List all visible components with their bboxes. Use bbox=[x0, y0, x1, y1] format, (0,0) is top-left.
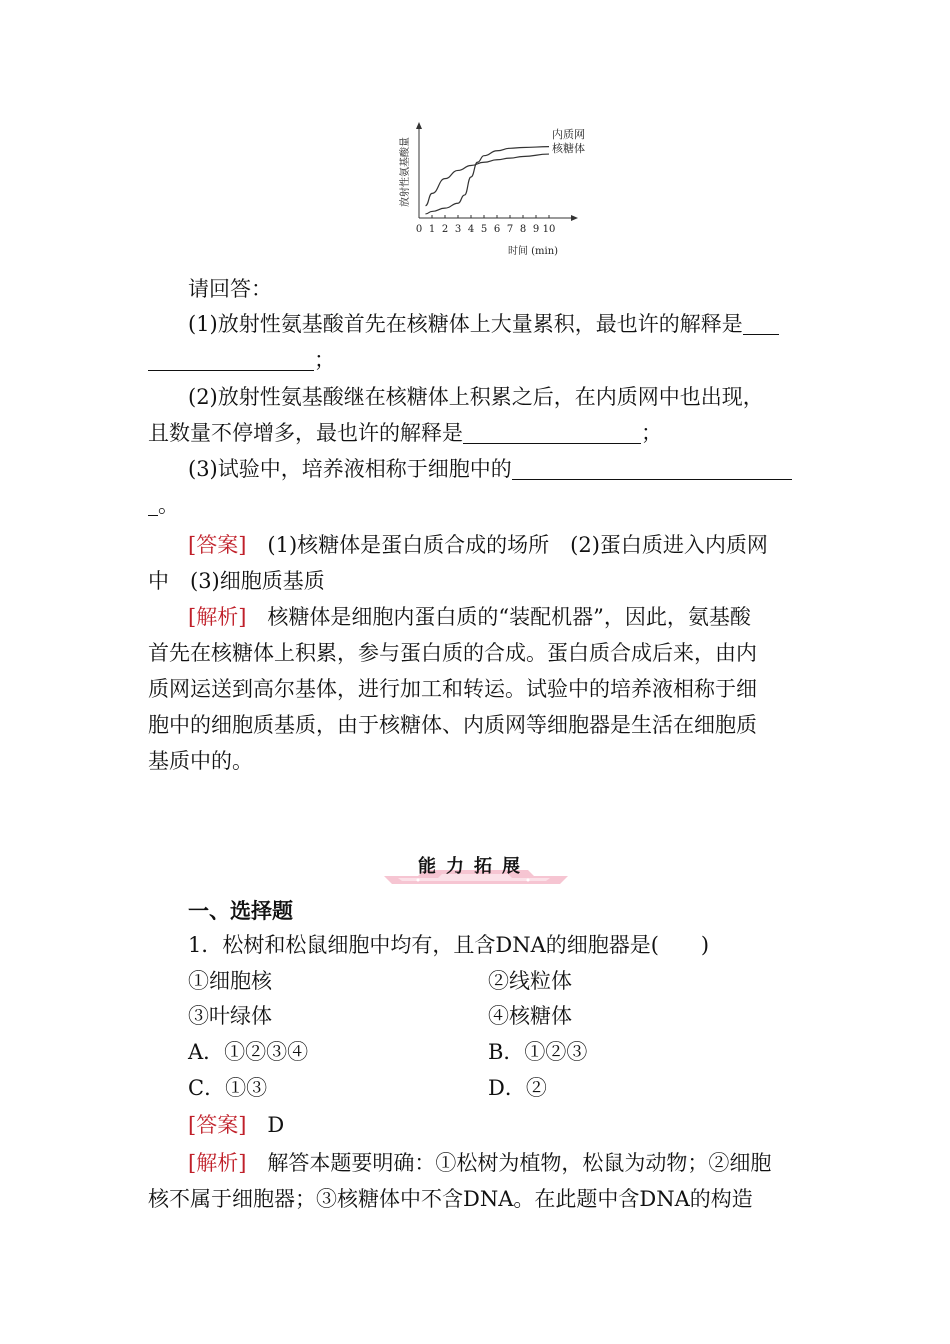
question-1-cont bbox=[148, 345, 808, 375]
x-axis-label: 时间 (min) bbox=[507, 246, 559, 257]
option-d: D．② bbox=[488, 1076, 547, 1100]
x-tick-label: 1 bbox=[428, 224, 436, 235]
x-tick-label: 7 bbox=[506, 224, 514, 235]
answer-tag: [答案] bbox=[188, 1113, 247, 1137]
question-2-text: 且数量不停增多，最也许的解释是 bbox=[148, 421, 463, 445]
analysis-tag: [解析] bbox=[188, 1151, 247, 1175]
mcq-analysis bbox=[188, 1148, 848, 1178]
statement-1: ①细胞核 bbox=[188, 969, 272, 993]
analysis-text: 核糖体是细胞内蛋白质的“装配机器”，因此，氨基酸 bbox=[267, 605, 751, 629]
answer-blank bbox=[148, 493, 158, 516]
x-tick-label: 6 bbox=[493, 224, 501, 235]
question-2-end: ； bbox=[641, 421, 662, 445]
question-1-end: ； bbox=[314, 348, 335, 372]
legend-ribosome: 核糖体 bbox=[552, 142, 585, 155]
question-3-cont bbox=[148, 490, 808, 520]
statement-2: ②线粒体 bbox=[488, 969, 572, 993]
answer-text: D bbox=[267, 1113, 285, 1137]
option-b: B．①②③ bbox=[488, 1040, 588, 1064]
question-3-text: (3)试验中，培养液相称于细胞中的 bbox=[188, 457, 512, 481]
y-axis-arrow bbox=[416, 122, 422, 129]
analysis-line: 质网运送到高尔基体，进行加工和转运。试验中的培养液相称于细 bbox=[148, 677, 757, 701]
x-tick-label: 9 bbox=[532, 224, 540, 235]
answer-blank bbox=[512, 457, 792, 480]
analysis-text: 解答本题要明确：①松树为植物，松鼠为动物；②细胞 bbox=[267, 1151, 772, 1175]
answer-blank bbox=[148, 348, 314, 371]
prompt: 请回答： bbox=[188, 277, 272, 301]
x-tick-labels bbox=[416, 224, 556, 235]
section-banner bbox=[378, 850, 570, 890]
analysis-tag: [解析] bbox=[188, 605, 247, 629]
x-tick-label: 0 bbox=[415, 224, 423, 235]
legend-er: 内质网 bbox=[552, 128, 585, 141]
x-tick-label: 10 bbox=[542, 224, 556, 235]
analysis-line: 核不属于细胞器；③核糖体中不含DNA。在此题中含DNA的构造 bbox=[148, 1187, 753, 1211]
answer-block bbox=[188, 530, 848, 560]
x-tick-label: 2 bbox=[441, 224, 449, 235]
series-er-line bbox=[426, 147, 550, 214]
answer-cont: 中 (3)细胞质基质 bbox=[148, 569, 325, 593]
x-tick-label: 8 bbox=[519, 224, 527, 235]
analysis-block bbox=[188, 602, 848, 632]
question-1 bbox=[188, 309, 848, 339]
answer-blank bbox=[743, 312, 779, 335]
y-axis-label: 放射性氨基酸量 bbox=[400, 137, 411, 207]
x-tick-label: 3 bbox=[454, 224, 462, 235]
amino-acid-chart bbox=[388, 118, 618, 263]
banner-title: 能力拓展 bbox=[418, 856, 530, 877]
answer-tag: [答案] bbox=[188, 533, 247, 557]
option-a: A．①②③④ bbox=[188, 1040, 309, 1064]
question-3 bbox=[188, 454, 848, 484]
option-c: C．①③ bbox=[188, 1076, 268, 1100]
answer-blank bbox=[463, 421, 641, 444]
x-tick-label: 5 bbox=[480, 224, 488, 235]
analysis-line: 首先在核糖体上积累，参与蛋白质的合成。蛋白质合成后来，由内 bbox=[148, 641, 757, 665]
analysis-line: 基质中的。 bbox=[148, 749, 253, 773]
question-2-cont bbox=[148, 418, 808, 448]
analysis-line: 胞中的细胞质基质，由于核糖体、内质网等细胞器是生活在细胞质 bbox=[148, 713, 757, 737]
question-3-end: 。 bbox=[158, 493, 179, 517]
section-heading: 一、选择题 bbox=[188, 899, 293, 923]
x-tick-label: 4 bbox=[467, 224, 475, 235]
answer-text: (1)核糖体是蛋白质合成的场所 (2)蛋白质进入内质网 bbox=[267, 533, 768, 557]
x-axis-arrow bbox=[571, 215, 578, 221]
series-lines bbox=[426, 147, 550, 214]
series-ribosome-line bbox=[426, 154, 550, 206]
statement-3: ③叶绿体 bbox=[188, 1004, 272, 1028]
mcq-question: 1．松树和松鼠细胞中均有，且含DNA的细胞器是( ) bbox=[188, 933, 710, 957]
question-1-text: (1)放射性氨基酸首先在核糖体上大量累积，最也许的解释是 bbox=[188, 312, 743, 336]
question-2: (2)放射性氨基酸继在核糖体上积累之后，在内质网中也出现， bbox=[188, 385, 764, 409]
mcq-answer bbox=[188, 1110, 848, 1140]
statement-4: ④核糖体 bbox=[488, 1004, 572, 1028]
